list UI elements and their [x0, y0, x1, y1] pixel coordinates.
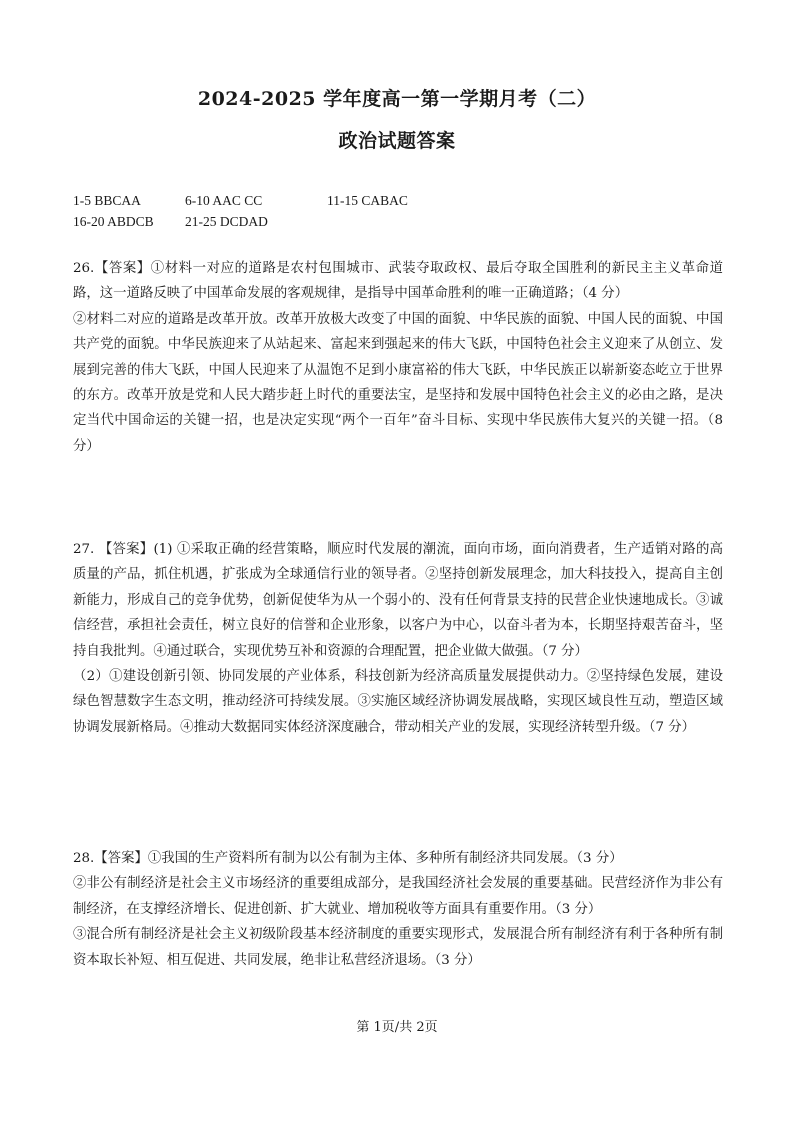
answer-group: 16-20 ABDCB — [73, 214, 154, 229]
question-28-answer — [73, 846, 723, 973]
question-26-answer — [73, 256, 723, 459]
answer-group: 11-15 CABAC — [327, 193, 408, 208]
page-number: 第 1页/共 2页 — [356, 1020, 438, 1035]
answer-paragraph: 28.【答案】①我国的生产资料所有制为以公有制为主体、多种所有制经济共同发展。（3 分） — [73, 851, 623, 866]
answer-paragraph: 27. 【答案】(1) ①采取正确的经营策略，顺应时代发展的潮流，面向市场，面向消费者，生产适销对路的高质量的产品，抓住机遇，扩张成为全球通信行业的领导者。②坚持创新发展理念，加大科技投入，提高自主创新能力，形成自己的竞争优势，创新促使华为从一个弱小的、没有任何背景支持的民营企业快速地成长。③诚信经营，承担社会责任，树立良好的信誉和企业形象，以客户为中心，以奋斗者为本，长期坚持艰苦奋斗，坚持自我批判。④通过联合，实现优势互补和资源的合理配置，把企业做大做强。（7 分） — [73, 542, 723, 659]
answer-paragraph: 26.【答案】①材料一对应的道路是农村包围城市、武装夺取政权、最后夺取全国胜利的新民主主义革命道路，这一道路反映了中国革命发展的客观规律，是指导中国革命胜利的唯一正确道路；（4 分） — [73, 261, 723, 302]
page-title: 2024-2025 学年度高一第一学期月考（二） — [197, 88, 597, 110]
multiple-choice-answer-key — [73, 190, 487, 232]
question-27-answer — [73, 537, 723, 740]
answer-group: 21-25 DCDAD — [185, 214, 268, 229]
answer-paragraph: ②非公有制经济是社会主义市场经济的重要组成部分，是我国经济社会发展的重要基础。民营经济作为非公有制经济，在支撑经济增长、促进创新、扩大就业、增加税收等方面具有重要作用。（3 分） — [73, 876, 723, 917]
answer-key-row — [73, 190, 487, 211]
answer-paragraph: ②材料二对应的道路是改革开放。改革开放极大改变了中国的面貌、中华民族的面貌、中国人民的面貌、中国共产党的面貌。中华民族迎来了从站起来、富起来到强起来的伟大飞跃，中国特色社会主义迎来了从创立、发展到完善的伟大飞跃，中国人民迎来了从温饱不足到小康富裕的伟大飞跃，中华民族正以崭新姿态屹立于世界的东方。改革开放是党和人民大踏步赶上时代的重要法宝，是坚持和发展中国特色社会主义的必由之路，是决定当代中国命运的关键一招，也是决定实现“两个一百年”奋斗目标、实现中华民族伟大复兴的关键一招。（8 分） — [73, 311, 723, 454]
answer-paragraph: ③混合所有制经济是社会主义初级阶段基本经济制度的重要实现形式，发展混合所有制经济有利于各种所有制资本取长补短、相互促进、共同发展，绝非让私营经济退场。（3 分） — [73, 927, 723, 968]
answer-group: 6-10 AAC CC — [185, 193, 263, 208]
answer-key-row — [73, 211, 487, 232]
answer-group: 1-5 BBCAA — [73, 193, 141, 208]
answer-paragraph: （2）①建设创新引领、协同发展的产业体系，科技创新为经济高质量发展提供动力。②坚持绿色发展，建设绿色智慧数字生态文明，推动经济可持续发展。③实施区域经济协调发展战略，实现区域良性互动，塑造区域协调发展新格局。④推动大数据同实体经济深度融合，带动相关产业的发展，实现经济转型升级。（7 分） — [73, 669, 723, 735]
page-subtitle: 政治试题答案 — [338, 130, 456, 152]
